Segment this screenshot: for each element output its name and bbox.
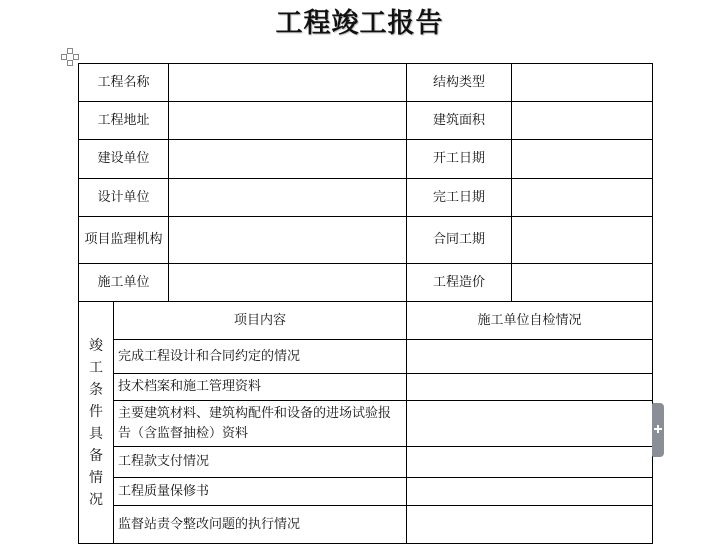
value-design-unit[interactable] [169,179,407,217]
label-project-address: 工程地址 [79,102,169,140]
condition-item: 完成工程设计和合同约定的情况 [114,340,407,374]
condition-check-cell[interactable] [407,374,653,401]
plus-icon [653,424,663,434]
side-label-char: 条 [89,381,103,398]
side-label-char: 备 [89,447,103,464]
side-label-char: 竣 [89,337,103,354]
header-item-content: 项目内容 [114,302,407,340]
side-label-char: 况 [89,491,103,508]
condition-row [79,506,653,544]
value-project-cost[interactable] [512,264,653,302]
conditions-side-label [79,302,114,544]
value-structure-type[interactable] [512,64,653,102]
condition-item: 技术档案和施工管理资料 [114,374,407,401]
label-contractor: 施工单位 [79,264,169,302]
label-contract-period: 合同工期 [407,217,512,264]
condition-check-cell[interactable] [407,401,653,447]
info-row [79,102,653,140]
side-label-char: 工 [89,359,103,376]
header-self-check: 施工单位自检情况 [407,302,653,340]
value-contract-period[interactable] [512,217,653,264]
condition-row [79,478,653,506]
value-project-name[interactable] [169,64,407,102]
label-project-name: 工程名称 [79,64,169,102]
label-start-date: 开工日期 [407,140,512,179]
condition-item: 工程质量保修书 [114,478,407,506]
condition-row [79,401,653,447]
document-title: 工程竣工报告 [275,8,444,39]
condition-row [79,447,653,478]
condition-item: 工程款支付情况 [114,447,407,478]
side-label-char: 具 [89,425,103,442]
label-completion-date: 完工日期 [407,179,512,217]
value-project-address[interactable] [169,102,407,140]
condition-item: 主要建筑材料、建筑构配件和设备的进场试验报告（含监督抽检）资料 [114,401,407,447]
value-construction-owner[interactable] [169,140,407,179]
completion-report-table [78,63,653,544]
condition-check-cell[interactable] [407,478,653,506]
side-label-char: 情 [89,469,103,486]
add-row-tab[interactable] [652,403,664,457]
info-row [79,179,653,217]
label-construction-owner: 建设单位 [79,140,169,179]
condition-check-cell[interactable] [407,340,653,374]
value-supervision-agency[interactable] [169,217,407,264]
side-label-char: 件 [89,403,103,420]
condition-row [79,374,653,401]
info-row [79,140,653,179]
info-row [79,217,653,264]
info-row [79,64,653,102]
label-supervision-agency: 项目监理机构 [79,217,169,264]
value-building-area[interactable] [512,102,653,140]
value-completion-date[interactable] [512,179,653,217]
info-row [79,264,653,302]
label-building-area: 建筑面积 [407,102,512,140]
label-structure-type: 结构类型 [407,64,512,102]
label-project-cost: 工程造价 [407,264,512,302]
table-move-handle-icon[interactable] [61,48,79,66]
label-design-unit: 设计单位 [79,179,169,217]
condition-row [79,340,653,374]
condition-check-cell[interactable] [407,447,653,478]
condition-item: 监督站责令整改问题的执行情况 [114,506,407,544]
value-start-date[interactable] [512,140,653,179]
condition-check-cell[interactable] [407,506,653,544]
conditions-header-row [79,302,653,340]
value-contractor[interactable] [169,264,407,302]
